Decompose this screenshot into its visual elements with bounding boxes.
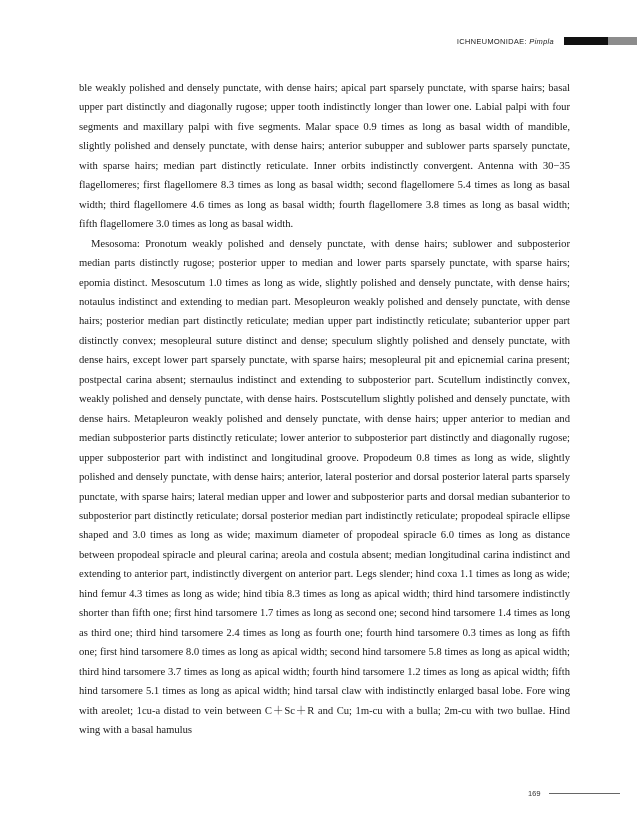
running-head-genus: Pimpla <box>529 36 554 46</box>
page-number: 169 <box>528 789 541 798</box>
paragraph-head-description: ble weakly polished and densely punctate, with dense hairs; apical part sparsely punctate, with sparse hairs; basal upper part distinctly and diagonally rugose; upper tooth indistinctly longer than lower one. Labial palpi with four segments and maxillary palpi with five segments. Malar space 0.9 times as long as basal width of mandible, slightly polished and densely punctate, with dense hairs; anterior subupper and sublower parts sparsely punctate, with sparse hairs; median part distinctly reticulate. Inner orbits indistinctly convergent. Antenna with 30−35 flagellomeres; first flagellomere 8.3 times as long as basal width; second flagellomere 5.4 times as long as basal width; third flagellomere 4.6 times as long as basal width; fourth flagellomere 3.8 times as long as basal width; fifth flagellomere 3.0 times as long as basal width. <box>79 83 570 231</box>
page-footer <box>528 789 620 798</box>
running-head-family: ICHNEUMONIDAE: <box>456 36 527 46</box>
header-black-bar <box>564 37 608 45</box>
running-head <box>457 34 637 48</box>
header-grey-bar <box>608 37 637 45</box>
footer-rule <box>549 793 620 794</box>
body-text <box>79 79 570 740</box>
running-head-label <box>457 37 554 46</box>
paragraph-mesosoma-description: Mesosoma: Pronotum weakly polished and densely punctate, with dense hairs; sublower and subposterior median parts distinctly rugose; posterior upper to median and lower parts sparsely punctate, with sparse hairs; epomia distinct. Mesoscutum 1.0 times as long as wide, slightly polished and densely punctate, with dense hairs; notaulus indistinct and extending to median part. Mesopleuron weakly polished and densely punctate, with dense hairs; posterior median part distinctly reticulate; median upper part indistinctly reticulate; subanterior upper part distinctly convex; mesopleural suture distinct and dense; speculum slightly polished and densely punctate, with dense hairs, except lower part sparsely punctate, with sparse hairs; mesopleural pit and epicnemial carina present; postpectal carina absent; sternaulus indistinct and extending to subposterior part. Scutellum indistinctly convex, weakly polished and densely punctate, with dense hairs. Postscutellum slightly polished and densely punctate, with dense hairs. Metapleuron weakly polished and densely punctate, with dense hairs; upper anterior to median and median subposterior parts distinctly reticulate; lower anterior to subposterior part distinctly and diagonally rugose; upper subposterior part with indistinct and longitudinal groove. Propodeum 0.8 times as long as wide, slightly polished and densely punctate, with dense hairs; anterior, lateral posterior and dorsal posterior lateral parts sparsely punctate, with sparse hairs; lateral median upper and lower and subposterior parts and dorsal median subanterior to subposterior part distinctly reticulate; dorsal posterior median part indistinctly reticulate; propodeal spiracle ellipse shaped and 3.0 times as long as wide; maximum diameter of propodeal spiracle 6.0 times as long as distance between propodeal spiracle and pleural carina; areola and costula absent; median longitudinal carina indistinct and extending to anterior part, indistinctly divergent on anterior part. Legs slender; hind coxa 1.1 times as long as wide; hind femur 4.3 times as long as wide; hind tibia 8.3 times as long as apical width; third hind tarsomere indistinctly shorter than fifth one; first hind tarsomere 1.7 times as long as second one; second hind tarsomere 1.4 times as long as third one; third hind tarsomere 2.4 times as long as fourth one; fourth hind tarsomere 0.3 times as long as fifth one; first hind tarsomere 8.0 times as long as apical width; second hind tarsomere 5.8 times as long as apical width; third hind tarsomere 3.7 times as long as apical width; fourth hind tarsomere 1.2 times as long as apical width; fifth hind tarsomere 5.1 times as long as apical width; hind tarsal claw with indistinctly enlarged basal lobe. Fore wing with areolet; 1cu-a distad to vein between C＋Sc＋R and Cu; 1m-cu with a bulla; 2m-cu with two bullae. Hind wing with a basal hamulus <box>79 238 570 736</box>
